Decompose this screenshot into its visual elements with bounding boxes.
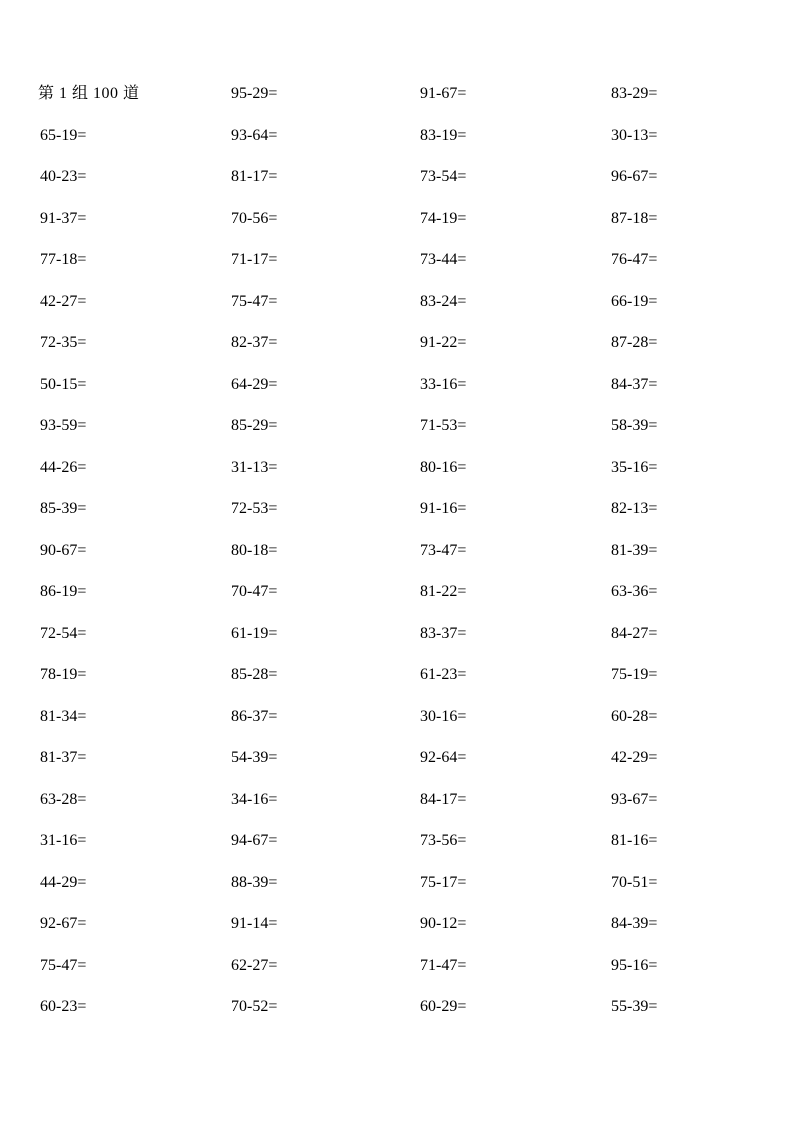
subtraction-problem: 70-56= — [231, 209, 278, 227]
subtraction-problem: 77-18= — [40, 251, 87, 268]
problem-row — [0, 124, 794, 166]
problem-row — [0, 456, 794, 498]
subtraction-problem: 73-54= — [420, 168, 467, 185]
subtraction-problem: 65-19= — [40, 126, 87, 144]
subtraction-problem: 31-16= — [40, 832, 87, 849]
subtraction-problem: 94-67= — [231, 832, 278, 849]
subtraction-problem: 76-47= — [611, 251, 658, 268]
subtraction-problem: 42-29= — [611, 749, 658, 766]
subtraction-problem: 70-47= — [231, 583, 278, 600]
subtraction-problem: 81-39= — [611, 541, 658, 559]
subtraction-problem: 83-24= — [420, 292, 467, 310]
problem-row — [0, 580, 794, 622]
problem-row — [0, 497, 794, 539]
subtraction-problem: 54-39= — [231, 749, 278, 766]
problem-row — [0, 788, 794, 830]
subtraction-problem: 82-37= — [231, 334, 278, 351]
subtraction-problem: 82-13= — [611, 500, 658, 517]
subtraction-problem: 85-29= — [231, 417, 278, 434]
subtraction-problem: 44-26= — [40, 458, 87, 476]
subtraction-problem: 90-67= — [40, 541, 87, 559]
subtraction-problem: 71-53= — [420, 417, 467, 434]
subtraction-problem: 75-17= — [420, 873, 467, 891]
subtraction-problem: 44-29= — [40, 873, 87, 891]
subtraction-problem: 86-37= — [231, 707, 278, 725]
problem-row — [0, 871, 794, 913]
problem-row — [0, 912, 794, 954]
subtraction-problem: 81-17= — [231, 168, 278, 185]
subtraction-problem: 31-13= — [231, 458, 278, 476]
subtraction-problem: 84-37= — [611, 375, 658, 393]
subtraction-problem: 71-17= — [231, 251, 278, 268]
subtraction-problem: 75-47= — [40, 956, 87, 974]
subtraction-problem: 70-51= — [611, 873, 658, 891]
subtraction-problem: 72-35= — [40, 334, 87, 351]
subtraction-problem: 73-56= — [420, 832, 467, 849]
subtraction-problem: 72-54= — [40, 624, 87, 642]
problem-row — [0, 207, 794, 249]
problem-row — [0, 248, 794, 290]
problem-row — [0, 373, 794, 415]
subtraction-problem: 93-67= — [611, 790, 658, 808]
subtraction-problem: 92-64= — [420, 749, 467, 766]
subtraction-problem: 84-39= — [611, 915, 658, 932]
subtraction-problem: 33-16= — [420, 375, 467, 393]
subtraction-problem: 63-28= — [40, 790, 87, 808]
subtraction-problem: 83-19= — [420, 126, 467, 144]
subtraction-problem: 92-67= — [40, 915, 87, 932]
subtraction-problem: 60-23= — [40, 998, 87, 1015]
worksheet-title: 第 1 组 100 道 — [38, 85, 140, 102]
subtraction-problem: 81-16= — [611, 832, 658, 849]
subtraction-problem: 34-16= — [231, 790, 278, 808]
subtraction-problem: 78-19= — [40, 666, 87, 683]
problem-row — [0, 414, 794, 456]
subtraction-problem: 58-39= — [611, 417, 658, 434]
problem-row — [0, 663, 794, 705]
subtraction-problem: 81-37= — [40, 749, 87, 766]
subtraction-problem: 96-67= — [611, 168, 658, 185]
problem-row — [0, 954, 794, 996]
subtraction-problem: 75-19= — [611, 666, 658, 683]
subtraction-problem: 84-17= — [420, 790, 467, 808]
subtraction-problem: 30-13= — [611, 126, 658, 144]
subtraction-problem: 42-27= — [40, 292, 87, 310]
problem-row — [0, 165, 794, 207]
problem-row — [0, 290, 794, 332]
problem-row — [0, 331, 794, 373]
subtraction-problem: 40-23= — [40, 168, 87, 185]
subtraction-problem: 85-39= — [40, 500, 87, 517]
subtraction-problem: 87-28= — [611, 334, 658, 351]
subtraction-problem: 55-39= — [611, 998, 658, 1015]
subtraction-problem: 61-23= — [420, 666, 467, 683]
subtraction-problem: 75-47= — [231, 292, 278, 310]
subtraction-problem: 80-16= — [420, 458, 467, 476]
subtraction-problem: 60-28= — [611, 707, 658, 725]
subtraction-problem: 95-16= — [611, 956, 658, 974]
subtraction-problem: 91-22= — [420, 334, 467, 351]
subtraction-problem: 73-44= — [420, 251, 467, 268]
subtraction-problem: 85-28= — [231, 666, 278, 683]
subtraction-problem: 72-53= — [231, 500, 278, 517]
subtraction-problem: 90-12= — [420, 915, 467, 932]
subtraction-problem: 73-47= — [420, 541, 467, 559]
problem-row — [0, 622, 794, 664]
subtraction-problem: 81-22= — [420, 583, 467, 600]
subtraction-problem: 91-14= — [231, 915, 278, 932]
subtraction-problem: 83-37= — [420, 624, 467, 642]
subtraction-problem: 66-19= — [611, 292, 658, 310]
problem-grid — [0, 82, 794, 1037]
subtraction-problem: 64-29= — [231, 375, 278, 393]
subtraction-problem: 91-67= — [420, 85, 467, 102]
subtraction-problem: 86-19= — [40, 583, 87, 600]
problem-row — [0, 746, 794, 788]
subtraction-problem: 87-18= — [611, 209, 658, 227]
problem-row — [0, 82, 794, 124]
subtraction-problem: 91-16= — [420, 500, 467, 517]
subtraction-problem: 91-37= — [40, 209, 87, 227]
subtraction-problem: 81-34= — [40, 707, 87, 725]
problem-row — [0, 705, 794, 747]
subtraction-problem: 35-16= — [611, 458, 658, 476]
subtraction-problem: 88-39= — [231, 873, 278, 891]
subtraction-problem: 30-16= — [420, 707, 467, 725]
subtraction-problem: 83-29= — [611, 85, 658, 102]
subtraction-problem: 60-29= — [420, 998, 467, 1015]
problem-row — [0, 995, 794, 1037]
subtraction-problem: 61-19= — [231, 624, 278, 642]
problem-row — [0, 829, 794, 871]
subtraction-problem: 84-27= — [611, 624, 658, 642]
subtraction-problem: 70-52= — [231, 998, 278, 1015]
subtraction-problem: 62-27= — [231, 956, 278, 974]
subtraction-problem: 74-19= — [420, 209, 467, 227]
subtraction-problem: 95-29= — [231, 85, 278, 102]
subtraction-problem: 63-36= — [611, 583, 658, 600]
subtraction-problem: 50-15= — [40, 375, 87, 393]
subtraction-problem: 71-47= — [420, 956, 467, 974]
problem-row — [0, 539, 794, 581]
subtraction-problem: 80-18= — [231, 541, 278, 559]
subtraction-problem: 93-59= — [40, 417, 87, 434]
subtraction-problem: 93-64= — [231, 126, 278, 144]
